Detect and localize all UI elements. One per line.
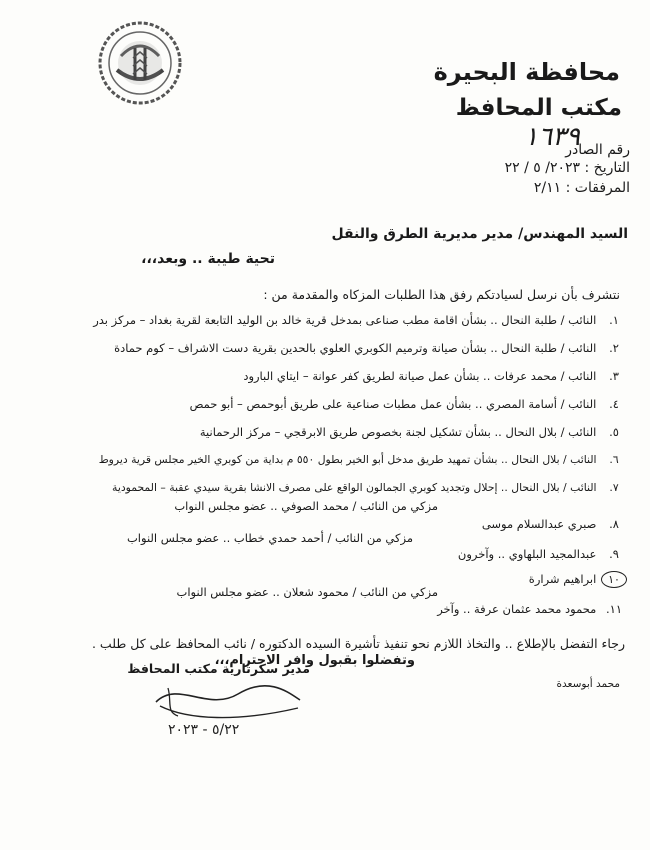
item-number: ٩.: [609, 547, 619, 561]
signature-title: مدير سكرتارية مكتب المحافظ: [127, 661, 310, 676]
governorate-title: محافظة البحيرة: [433, 58, 620, 86]
office-title: مكتب المحافظ: [455, 95, 622, 121]
item-text: النائب / بلال النحال .. بشأن تشكيل لجنة بخصوص طريق الابرقجي – مركز الرحمانية: [199, 425, 597, 439]
reference-number: ١٦٣٩: [524, 122, 580, 152]
date-line: التاريخ : ٢٠٢٣/ ٥ / ٢٢: [504, 160, 630, 176]
item-text: النائب / بلال النحال .. بشأن تمهيد طريق مدخل أبو الخير بطول ٥٥٠ م بداية من كوبري الخير مجلس قرية ديروط: [98, 453, 597, 466]
item-number: ٧.: [609, 481, 619, 494]
governorate-seal-icon: [95, 18, 185, 108]
item-text: النائب / طلبة النحال .. بشأن صيانة وترميم الكوبري العلوي بالحدين بقرية دست الاشراف – كوم حمادة: [114, 341, 597, 355]
list-item: [458, 547, 628, 561]
item-10-endorsement: مزكي من النائب / محمود شعلان .. عضو مجلس النواب: [176, 585, 438, 599]
item-text: ابراهيم شرارة: [528, 572, 597, 586]
item-number: ٣.: [609, 369, 619, 383]
list-item: [482, 517, 628, 531]
list-item: [93, 313, 628, 327]
attachments-value: ٢/١١: [533, 180, 562, 196]
list-item: [200, 425, 628, 439]
item-text: صبري عبدالسلام موسى: [481, 517, 597, 531]
signature-date: ٥/٢٢ - ٢٠٢٣: [168, 722, 240, 738]
item-number: ٨.: [609, 517, 619, 531]
reference-label: رقم الصادر: [565, 142, 630, 158]
item-number: ١١.: [605, 602, 622, 616]
item-text: النائب / بلال النحال .. إحلال وتجديد كوبري الجمالون الواقع على مصرف الانشا بقرية سيدي عقبة – المحمودية: [112, 481, 597, 494]
list-item: [529, 571, 628, 588]
item-7-endorsement: مزكي من النائب / محمد الصوفي .. عضو مجلس النواب: [174, 499, 438, 513]
date-label: التاريخ: [593, 160, 630, 176]
item-text: النائب / طلبة النحال .. بشأن اقامة مطب صناعى بمدخل قرية خالد بن الوليد التابعة لقرية بغداد – مركز بدر: [93, 313, 597, 327]
addressee: السيد المهندس/ مدير مديرية الطرق والنقل: [331, 226, 628, 242]
date-value: ٢٠٢٣/ ٥ / ٢٢: [504, 160, 581, 176]
list-item: [112, 481, 628, 494]
handwritten-signature: [148, 672, 308, 742]
item-8-endorsement: مزكي من النائب / أحمد حمدي خطاب .. عضو مجلس النواب: [126, 531, 413, 545]
regards-text: وتفضلوا بقبول وافر الاحترام،،،: [214, 653, 415, 668]
greeting: تحية طيبة .. وبعد،،،: [141, 251, 275, 267]
list-item: [114, 341, 628, 355]
item-text: عبدالمجيد البلهاوي .. وآخرون: [457, 547, 597, 561]
list-item: [243, 369, 628, 383]
item-number: ٢.: [609, 341, 619, 355]
item-text: النائب / محمد عرفات .. بشأن عمل صيانة لطريق كفر عوانة – ايتاي البارود: [243, 369, 597, 383]
closing-text: رجاء التفضل بالإطلاع .. والتخاذ اللازم نحو تنفيذ تأشيرة السيده الدكتوره / نائب المحافظ على كل طلب .: [91, 636, 625, 651]
list-item: [99, 453, 628, 466]
item-text: النائب / أسامة المصري .. بشأن عمل مطبات صناعية على طريق أبوحمص – أبو حمص: [189, 397, 597, 411]
attachments-label: المرفقات: [574, 180, 630, 196]
item-text: محمود محمد عثمان عرفة .. وآخر: [437, 602, 597, 616]
item-number: ٤.: [609, 397, 619, 411]
item-number-circled: ١٠: [601, 571, 627, 588]
list-item: [190, 397, 628, 411]
item-number: ١.: [609, 313, 619, 327]
list-item: [437, 602, 628, 616]
item-number: ٥.: [609, 425, 619, 439]
item-number: ٦.: [609, 453, 619, 466]
signer-note: محمد أبوسعدة: [556, 678, 620, 690]
attachments-line: المرفقات : ٢/١١: [533, 180, 630, 196]
intro-text: نتشرف بأن نرسل لسيادتكم رفق هذا الطلبات المزكاه والمقدمة من :: [263, 287, 620, 302]
